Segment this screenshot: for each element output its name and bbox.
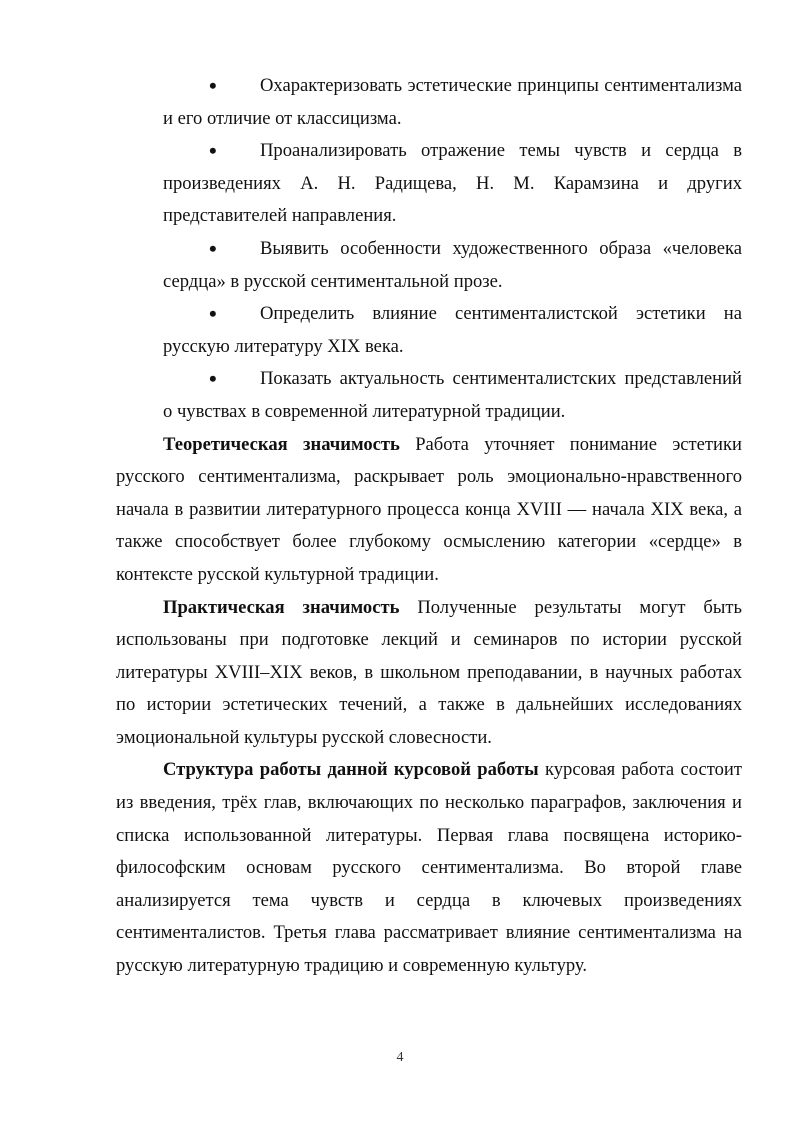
structure-paragraph <box>116 754 742 982</box>
objective-item <box>116 70 742 135</box>
practical-significance-paragraph <box>116 592 742 755</box>
objective-item <box>116 363 742 428</box>
structure-text: курсовая работа состоит из введения, трёх глав, включающих по несколько параграфов, заключения и списка использованной литературы. Первая глава посвящена историко-философским основам русского сентиментализма. Во второй главе анализируется тема чувств и сердца в ключевых произведениях сентименталистов. Третья глава рассматривает влияние сентиментализма на русскую литературную традицию и современную культуру. <box>116 759 742 977</box>
bullet-icon: • <box>209 235 217 261</box>
theoretical-significance-text: Работа уточняет понимание эстетики русского сентиментализма, раскрывает роль эмоционально-нравственного начала в развитии литературного процесса конца XVIII — начала XIX века, а также способствует более глубокому осмыслению категории «сердце» в контексте русской культурной традиции. <box>116 433 742 585</box>
bullet-icon: • <box>209 138 217 164</box>
bullet-icon: • <box>209 366 217 392</box>
objective-text: Показать актуальность сентименталистских представлений о чувствах в современной литературной традиции. <box>163 368 742 422</box>
objective-text: Охарактеризовать эстетические принципы сентиментализма и его отличие от классицизма. <box>163 75 742 129</box>
page-body <box>116 70 742 983</box>
objectives-list <box>116 70 742 429</box>
bullet-icon: • <box>209 73 217 98</box>
bullet-icon: • <box>209 301 217 327</box>
objective-item <box>116 135 742 233</box>
page-number: 4 <box>396 1050 404 1065</box>
practical-significance-heading: Практическая значимость <box>163 596 400 618</box>
objective-text: Определить влияние сентименталистской эстетики на русскую литературу XIX века. <box>163 303 742 357</box>
objective-item <box>116 233 742 298</box>
objective-item <box>116 298 742 363</box>
structure-heading: Структура работы данной курсовой работы <box>163 759 539 781</box>
objective-text: Выявить особенности художественного образа «человека сердца» в русской сентиментальной прозе. <box>163 237 742 292</box>
theoretical-significance-paragraph <box>116 429 742 592</box>
theoretical-significance-heading: Теоретическая значимость <box>163 433 400 455</box>
objective-text: Проанализировать отражение темы чувств и сердца в произведениях А. Н. Радищева, Н. М. Карамзина и других представителей направления. <box>163 140 742 227</box>
practical-significance-text: Полученные результаты могут быть использованы при подготовке лекций и семинаров по истории русской литературы XVIII–XIX веков, в школьном преподавании, в научных работах по истории эстетических течений, а также в дальнейших исследованиях эмоциональной культуры русской словесности. <box>116 596 742 748</box>
